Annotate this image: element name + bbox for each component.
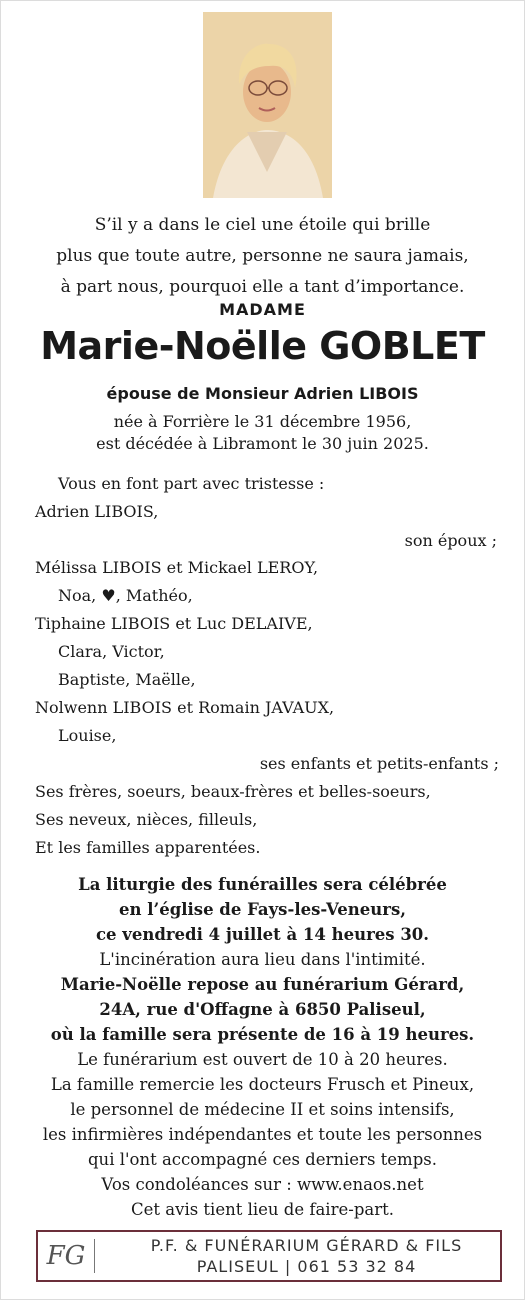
condolences-line: Vos condoléances sur : www.enaos.net — [101, 1175, 424, 1194]
ceremony-line: les infirmières indépendantes et toute les personnes — [42, 1125, 483, 1144]
family-line: Clara, Victor, — [58, 642, 165, 661]
poem-line: S’il y a dans le ciel une étoile qui brille — [94, 215, 431, 235]
family-role: son époux ; — [404, 531, 497, 550]
ceremony-line: Le funérarium est ouvert de 10 à 20 heures. — [77, 1050, 448, 1069]
funeral-home-name: P.F. & FUNÉRARIUM GÉRARD & FILS — [150, 1236, 463, 1255]
ceremony-details — [0, 872, 525, 1222]
poem-line: à part nous, pourquoi elle a tant d’importance. — [60, 277, 465, 297]
poem — [0, 210, 525, 303]
ceremony-line: le personnel de médecine II et soins intensifs, — [70, 1100, 455, 1119]
ceremony-line: Marie-Noëlle repose au funérarium Gérard, — [60, 975, 465, 994]
death-line: est décédée à Libramont le 30 juin 2025. — [96, 434, 429, 453]
ceremony-line: La liturgie des funérailles sera célébrée — [78, 875, 447, 894]
portrait-photo — [203, 12, 332, 198]
spouse-line: épouse de Monsieur Adrien LIBOIS — [106, 384, 419, 403]
ceremony-line: L'incinération aura lieu dans l'intimité. — [99, 950, 426, 969]
funeral-home-banner — [36, 1230, 502, 1282]
footer-divider — [94, 1239, 95, 1273]
family-line: Mélissa LIBOIS et Mickael LEROY, — [35, 558, 319, 577]
funeral-home-logo: FG — [46, 1241, 86, 1271]
family-line: Ses frères, soeurs, beaux-frères et belles-soeurs, — [35, 782, 431, 801]
ceremony-line: en l’église de Fays-les-Veneurs, — [118, 900, 407, 919]
poem-line: plus que toute autre, personne ne saura jamais, — [56, 246, 469, 266]
family-intro: Vous en font part avec tristesse : — [58, 474, 325, 493]
family-role: ses enfants et petits-enfants ; — [259, 754, 499, 773]
ceremony-line: où la famille sera présente de 16 à 19 heures. — [50, 1025, 475, 1044]
family-line: Louise, — [58, 726, 117, 745]
family-line: Et les familles apparentées. — [35, 838, 261, 857]
ceremony-line: 24A, rue d'Offagne à 6850 Paliseul, — [99, 1000, 426, 1019]
family-line: Tiphaine LIBOIS et Luc DELAIVE, — [35, 614, 313, 633]
ceremony-line: La famille remercie les docteurs Frusch et Pineux, — [50, 1075, 475, 1094]
funeral-home-info — [113, 1235, 500, 1277]
family-line: Ses neveux, nièces, filleuls, — [35, 810, 258, 829]
ceremony-line: Cet avis tient lieu de faire-part. — [131, 1200, 394, 1219]
birth-death-dates — [0, 411, 525, 455]
birth-line: née à Forrière le 31 décembre 1956, — [113, 412, 412, 431]
family-line: Nolwenn LIBOIS et Romain JAVAUX, — [35, 698, 335, 717]
ceremony-line: qui l'ont accompagné ces derniers temps. — [88, 1150, 437, 1169]
ceremony-line: ce vendredi 4 juillet à 14 heures 30. — [95, 925, 430, 944]
family-line: Adrien LIBOIS, — [35, 502, 159, 521]
title-honorific: MADAME — [219, 300, 306, 319]
funeral-home-contact: PALISEUL | 061 53 32 84 — [196, 1257, 417, 1276]
family-line: Noa, ♥, Mathéo, — [58, 586, 193, 605]
deceased-name: Marie-Noëlle GOBLET — [40, 324, 485, 368]
family-line: Baptiste, Maëlle, — [58, 670, 196, 689]
